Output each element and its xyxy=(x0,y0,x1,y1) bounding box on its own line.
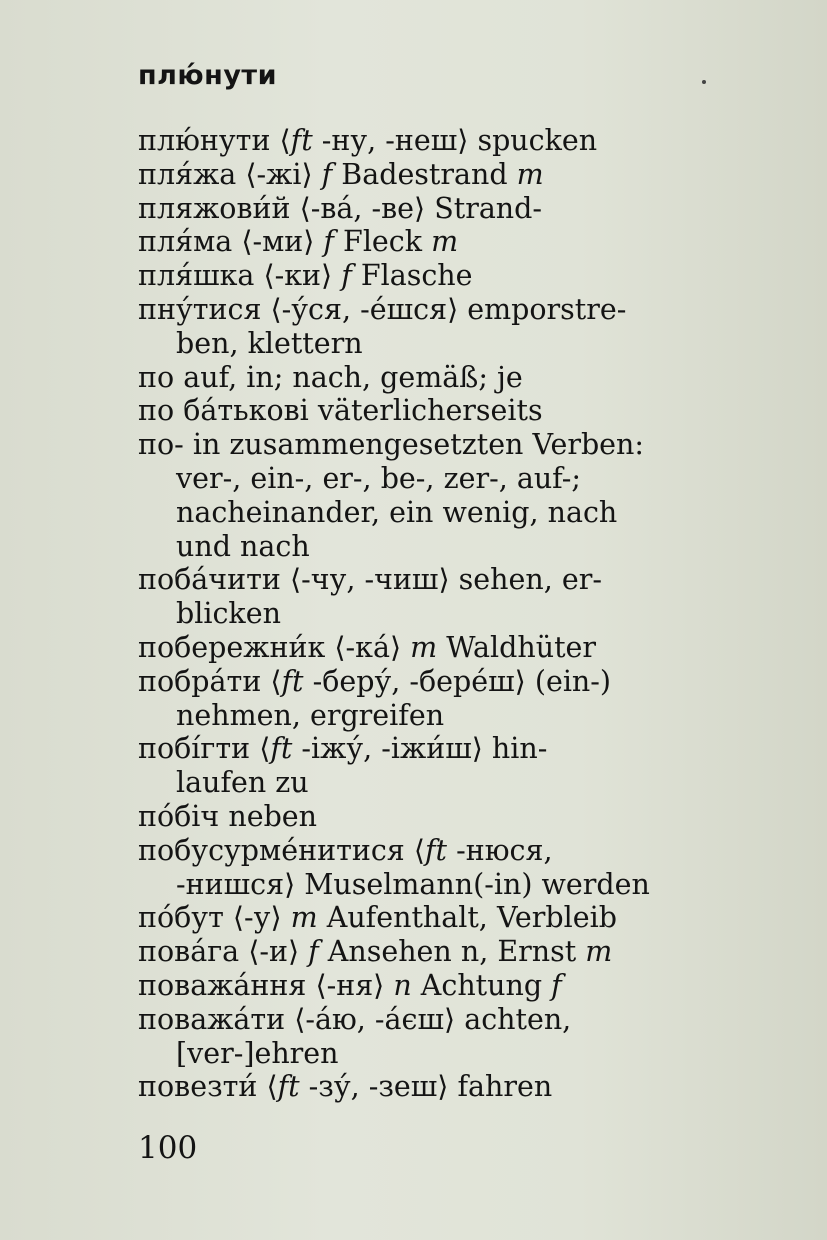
entry-line: по́біч neben xyxy=(138,799,318,833)
entry-line: und nach xyxy=(176,529,310,563)
entry-line: по- in zusammengesetzten Verben: xyxy=(138,428,645,462)
page-number: 100 xyxy=(138,1130,198,1166)
entry-line: пова́га ⟨-и⟩ f Ansehen n, Ernst m xyxy=(138,935,613,969)
entry-line: поба́чити ⟨-чу, -чиш⟩ sehen, er- xyxy=(138,563,602,597)
entry-line: пну́тися ⟨-у́ся, -е́шся⟩ emporstre- xyxy=(138,292,627,326)
entry-line: ver-, ein-, er-, be-, zer-, auf-; xyxy=(176,461,581,495)
entry-line: nehmen, ergreifen xyxy=(176,698,445,732)
entry-line: побусурме́нитися ⟨ft -нюся, xyxy=(138,833,553,867)
entry-line: blicken xyxy=(176,597,281,631)
entry-list xyxy=(138,124,728,1104)
entry-line: пля́ма ⟨-ми⟩ f Fleck m xyxy=(138,225,459,259)
running-header: плю́нути xyxy=(138,60,278,91)
entry-line: поважа́ння ⟨-ня⟩ n Achtung f xyxy=(138,968,562,1002)
entry-line: [ver-]ehren xyxy=(176,1036,339,1070)
entry-line: пля́шка ⟨-ки⟩ f Flasche xyxy=(138,259,473,293)
entry-line: побережни́к ⟨-ка́⟩ m Waldhüter xyxy=(138,630,597,664)
entry-line: повезти́ ⟨ft -зу́, -зеш⟩ fahren xyxy=(138,1070,553,1104)
entry-line: по auf, in; nach, gemäß; je xyxy=(138,360,523,394)
entry-line: пляжови́й ⟨-ва́, -ве⟩ Strand- xyxy=(138,191,543,225)
entry-line: поважа́ти ⟨-а́ю, -а́єш⟩ achten, xyxy=(138,1002,572,1036)
entry-line: ben, klettern xyxy=(176,326,363,360)
entry-line: nacheinander, ein wenig, nach xyxy=(176,495,618,529)
entry-line: -нишся⟩ Muselmann(-in) werden xyxy=(176,867,650,901)
entry-line: по́бут ⟨-у⟩ m Aufenthalt, Verbleib xyxy=(138,901,617,935)
entry-line: laufen zu xyxy=(176,766,309,800)
entry-line: плю́нути ⟨ft -ну, -неш⟩ spucken xyxy=(138,124,598,157)
entry-line: побра́ти ⟨ft -беру́, -бере́ш⟩ (ein-) xyxy=(138,664,612,698)
entry-line: побі́гти ⟨ft -іжу́, -іжи́ш⟩ hin- xyxy=(138,732,548,766)
speck-mark xyxy=(702,80,706,84)
entry-line: по ба́тькові väterlicherseits xyxy=(138,394,543,428)
entry-line: пля́жа ⟨-жі⟩ f Badestrand m xyxy=(138,157,544,191)
